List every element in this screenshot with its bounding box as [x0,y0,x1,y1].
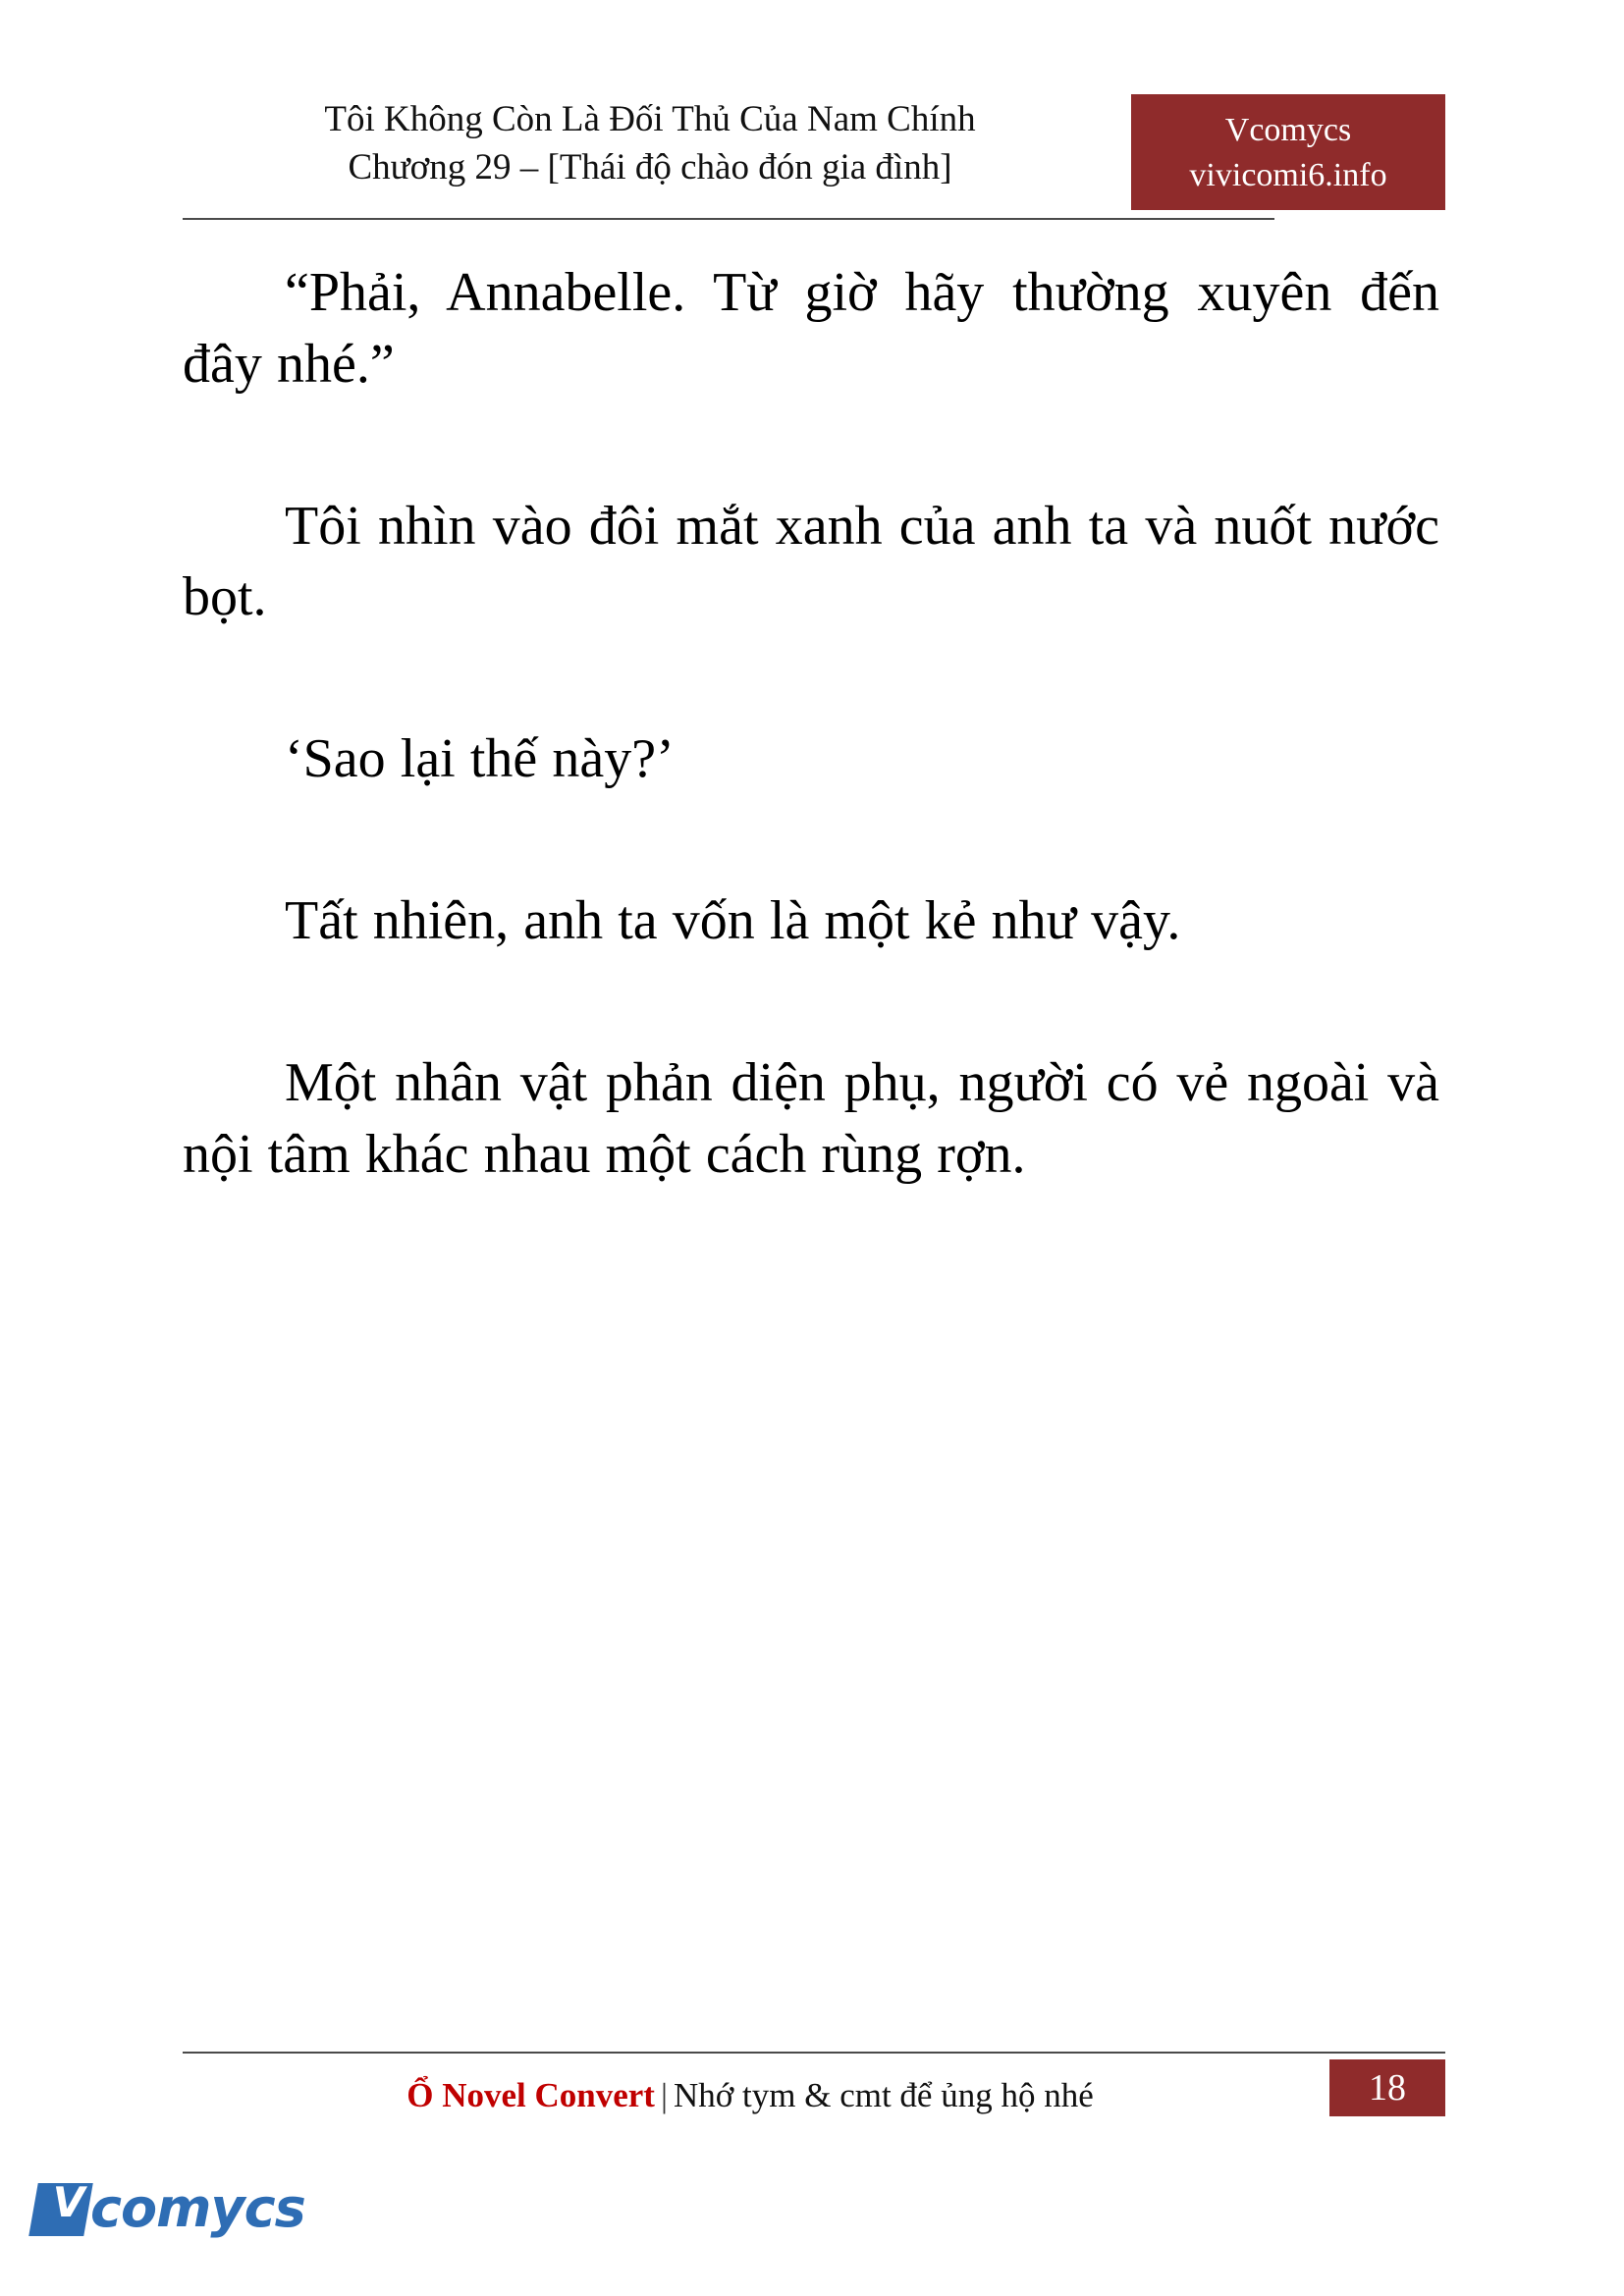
paragraph: ‘Sao lại thế này?’ [285,728,675,790]
page-footer [183,2059,1445,2116]
paragraph-gap [183,957,1439,1047]
watermark-text: comycs [90,2177,305,2239]
paragraph-gap [183,795,1439,885]
site-badge-name: Vcomycs [1224,112,1352,148]
footer-brand: Ổ Novel Convert [406,2076,655,2114]
paragraph: Một nhân vật phản diện phụ, người có vẻ ngoài và nội tâm khác nhau một cách rùng rợn. [183,1051,1439,1185]
header-title-block [183,94,1131,210]
footer-divider [183,2052,1445,2054]
page-header [0,0,1624,236]
site-badge [1131,94,1445,210]
book-title: Tôi Không Còn Là Đối Thủ Của Nam Chính [324,99,976,139]
header-inner [183,94,1445,210]
paragraph: Tôi nhìn vào đôi mắt xanh của anh ta và nuốt nước bọt. [183,495,1439,628]
paragraph-gap [183,633,1439,723]
chapter-title: Chương 29 – [Thái độ chào đón gia đình] [348,146,952,187]
paragraph: “Phải, Annabelle. Từ giờ hãy thường xuyên đến đây nhé.” [183,262,1439,395]
footer-separator: | [660,2076,668,2114]
vcomycs-watermark-logo [33,2175,305,2260]
paragraph: Tất nhiên, anh ta vốn là một kẻ như vậy. [285,889,1181,951]
header-divider [183,218,1274,220]
page-number-badge: 18 [1329,2059,1445,2116]
footer-note: Nhớ tym & cmt để ủng hộ nhé [673,2076,1094,2114]
watermark-letter: V [52,2177,85,2226]
site-badge-url: vivicomi6.info [1189,156,1387,193]
footer-text-block [183,2059,1329,2116]
paragraph-gap [183,400,1439,491]
page-content [183,257,1439,1190]
